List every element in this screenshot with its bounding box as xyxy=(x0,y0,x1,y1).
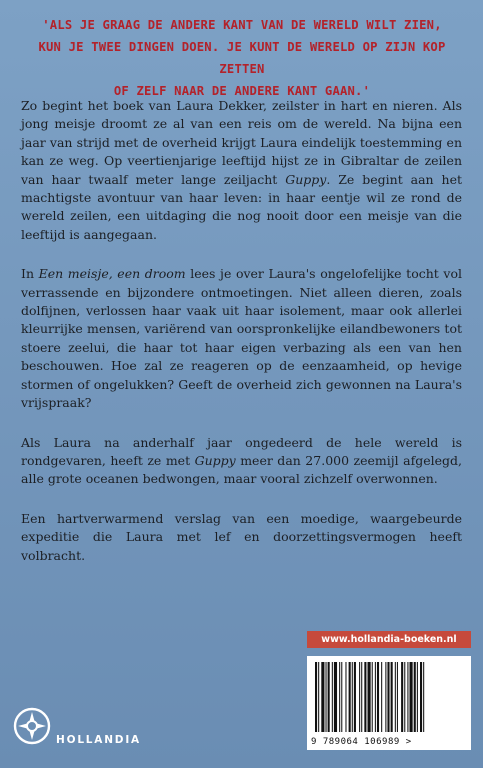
blurb-p3-part-c: meer dan 27.000 zeemijl afgelegd, alle grote oceanen bedwongen, maar vooral zichzelf overwonnen. xyxy=(21,452,462,487)
blurb-text xyxy=(21,97,462,586)
blurb-paragraph-3 xyxy=(21,434,462,489)
blurb-p1-part-c: . Ze begint aan het machtigste avontuur van haar leven: in haar eentje wil ze rond de wereld zeilen, een uitdaging die nog nooit door een meisje van die leeftijd is aangegaan. xyxy=(21,171,462,242)
isbn-digits: 9 789064 106989 > xyxy=(311,737,412,747)
boat-name-guppy-2: Guppy xyxy=(194,452,236,468)
publisher-url: www.hollandia-boeken.nl xyxy=(307,631,471,648)
blurb-paragraph-4: Een hartverwarmend verslag van een moedige, waargebeurde expeditie die Laura met lef en doorzettingsvermogen heeft volbracht. xyxy=(21,510,462,563)
publisher-name: HOLLANDIA xyxy=(56,734,141,746)
quote-text: 'ALS JE GRAAG DE ANDERE KANT VAN DE WERELD WILT ZIEN, KUN JE TWEE DINGEN DOEN. JE KUNT DE WERELD OP ZIJN KOP ZETTEN OF ZELF NAAR DE ANDERE KANT GAAN.' xyxy=(38,18,446,98)
boat-name-guppy: Guppy xyxy=(285,171,327,187)
blurb-p1-part-a: Zo begint het boek van Laura Dekker, zeilster in hart en nieren. Als jong meisje droomt ze al van een reis om de wereld. Na bijna een jaar van strijd met de overheid krijgt Laura eindelijk toestemming en kan ze weg. Op veertienjarige leeftijd hijst ze in Gibraltar de zeilen van haar twaalf meter lange zeiljacht xyxy=(21,98,462,187)
blurb-p2-part-c: lees je over Laura's ongelofelijke tocht vol verrassende en bijzondere ontmoetingen. Niet alleen dieren, zoals dolfijnen, verlossen haar vaak uit haar isolement, maar ook allerlei kleurrijke mensen, variërend van oorspronkelijke eilandbewoners tot stoere zeelui, die haar tot haar eigen verbazing als een van hen beschouwen. Hoe zal ze reageren op de eenzaamheid, op hevige stormen of ongelukken? Geeft de overheid zich gewonnen na Laura's vrijspraak? xyxy=(21,266,462,411)
blurb-paragraph-1 xyxy=(21,97,462,244)
blurb-p3-part-a: Als Laura na anderhalf jaar ongedeerd de hele wereld is rondgevaren, heeft ze met xyxy=(21,434,462,468)
publisher-logo xyxy=(12,700,142,750)
barcode-bars xyxy=(307,656,471,736)
book-title: Een meisje, een droom xyxy=(38,266,186,282)
compass-rose-icon xyxy=(12,706,52,746)
blurb-paragraph-2 xyxy=(21,265,462,412)
isbn-barcode xyxy=(307,656,471,750)
blurb-p2-part-a: In xyxy=(21,266,39,282)
